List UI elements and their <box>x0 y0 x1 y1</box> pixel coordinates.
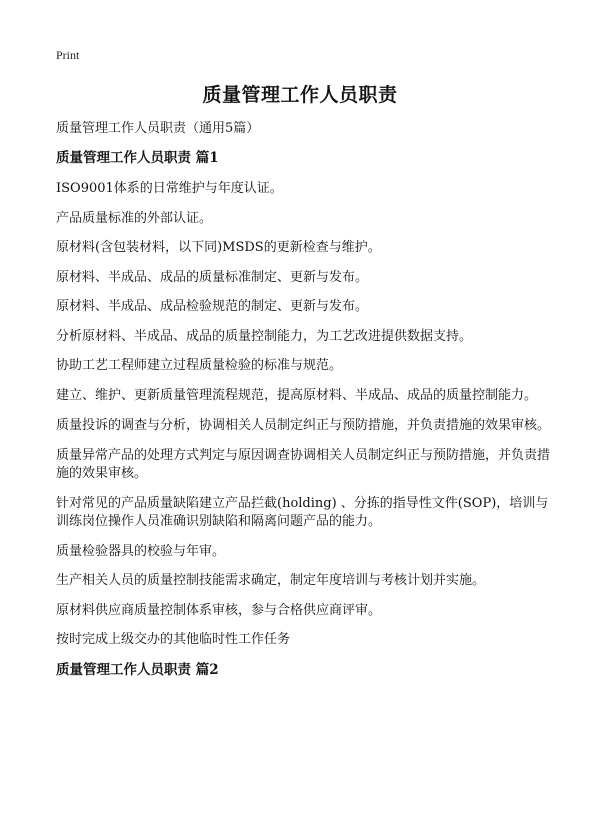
document-body <box>56 120 556 692</box>
duty-item-7: 协助工艺工程师建立过程质量检验的标准与规范。 <box>56 358 343 373</box>
page-title: 质量管理工作人员职责 <box>202 84 398 106</box>
document-subtitle: 质量管理工作人员职责（通用5篇） <box>56 121 260 136</box>
print-link[interactable]: Print <box>56 48 80 62</box>
duty-item-10: 质量异常产品的处理方式判定与原因调查协调相关人员制定纠正与预防措施，并负责措施的效果审核。 <box>56 447 551 481</box>
duty-item-3: 原材料(含包装材料，以下同)MSDS的更新检查与维护。 <box>56 240 381 255</box>
duty-item-5: 原材料、半成品、成品检验规范的制定、更新与发布。 <box>56 299 369 314</box>
duty-item-15: 按时完成上级交办的其他临时性工作任务 <box>56 632 291 647</box>
duty-item-8: 建立、维护、更新质量管理流程规范，提高原材料、半成品、成品的质量控制能力。 <box>56 387 538 403</box>
duty-item-6: 分析原材料、半成品、成品的质量控制能力，为工艺改进提供数据支持。 <box>56 328 473 344</box>
duty-item-11: 针对常见的产品质量缺陷建立产品拦截(holding) 、分拣的指导性文件(SOP)，培训与训练岗位操作人员准确识别缺陷和隔离问题产品的能力。 <box>56 495 549 529</box>
duty-item-9: 质量投诉的调查与分析，协调相关人员制定纠正与预防措施，并负责措施的效果审核。 <box>56 417 551 433</box>
duty-item-4: 原材料、半成品、成品的质量标准制定、更新与发布。 <box>56 269 369 285</box>
duty-item-12: 质量检验器具的校验与年审。 <box>56 543 226 559</box>
duty-item-2: 产品质量标准的外部认证。 <box>56 210 213 226</box>
duty-item-13: 生产相关人员的质量控制技能需求确定，制定年度培训与考核计划并实施。 <box>56 573 486 588</box>
duty-item-1: ISO9001体系的日常维护与年度认证。 <box>56 181 283 196</box>
section-heading-1: 质量管理工作人员职责 篇1 <box>56 150 219 166</box>
duty-item-14: 原材料供应商质量控制体系审核，参与合格供应商评审。 <box>56 602 382 618</box>
section-heading-2: 质量管理工作人员职责 篇2 <box>56 661 219 678</box>
